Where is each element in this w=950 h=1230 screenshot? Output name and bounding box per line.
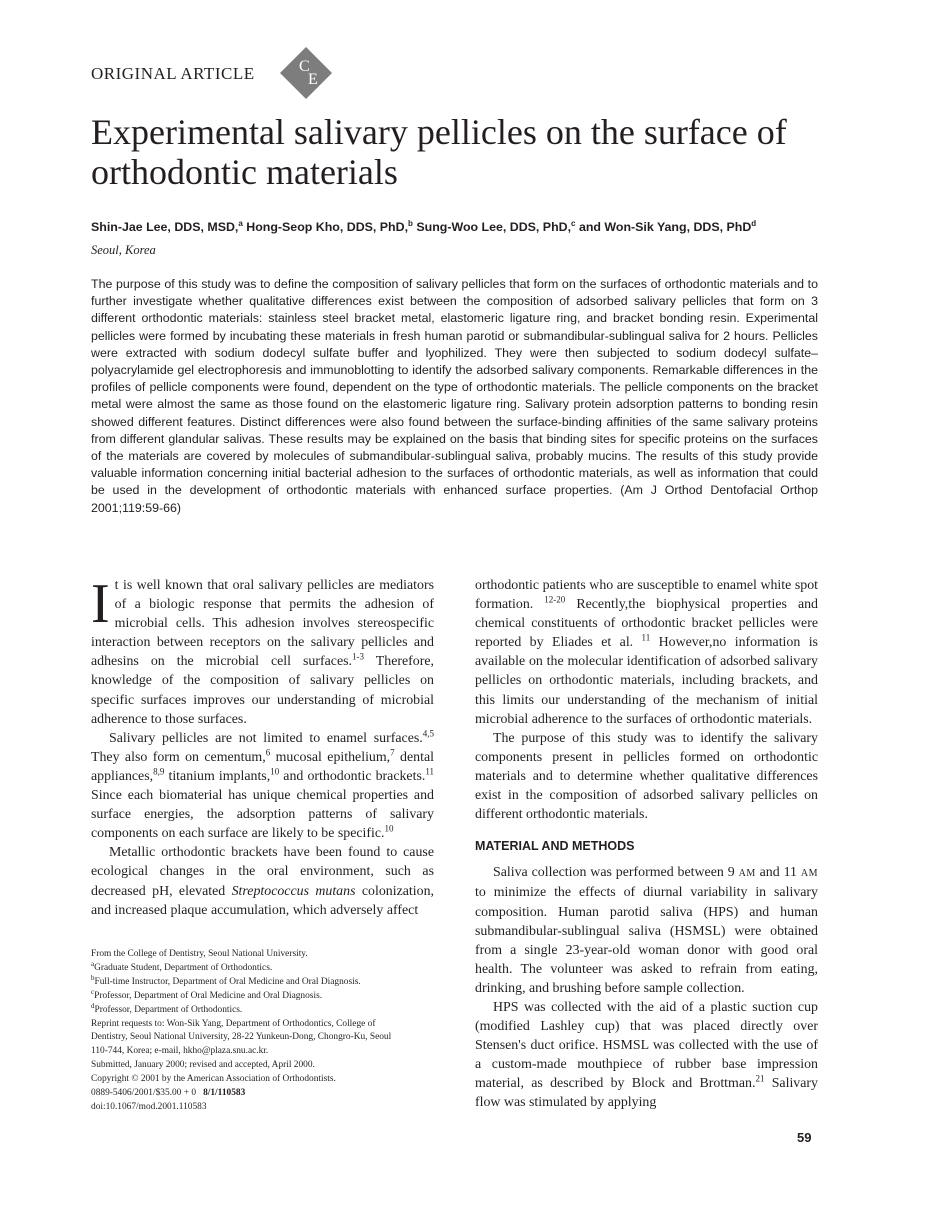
body-text: of [675, 711, 691, 727]
body-text: to [702, 578, 717, 593]
body-text: this [475, 692, 503, 708]
reprint-request: Dentistry, Seoul National University, 28-22 Yunkeun-Dong, Chongro-Ku, Seoul [91, 1032, 392, 1043]
section-heading: MATERIAL AND METHODS [475, 839, 635, 854]
submission-dates: Submitted, January 2000; revised and accepted, April 2000. [91, 1060, 315, 1071]
body-text: patients [542, 578, 590, 593]
citation: 1-3 [352, 651, 364, 662]
body-text: information [734, 635, 809, 651]
citation: 7 [390, 747, 395, 758]
author-list [91, 220, 851, 234]
body-text: Since each biomaterial has unique chemical properties and surface energies, the adsorption patterns of salivary components on each surface are likely to be specific. [91, 788, 434, 842]
body-text: orthodontic [690, 711, 758, 727]
body-text: spot [794, 578, 818, 593]
body-text: pellicles [475, 673, 529, 689]
body-text: our [541, 692, 568, 708]
footnote-text: Full-time Instructor, Department of Oral Medicine and Oral Diagnosis. [94, 976, 361, 987]
body-text: adsorbed [720, 654, 775, 670]
body-text: Therefore, knowledge of the composition of salivary pellicles on specific surfaces improves our understanding of microbial adherence to those surfaces. [91, 654, 434, 727]
body-paragraph [91, 573, 434, 729]
body-text: salivary [774, 654, 818, 670]
article-code: 8/1/110583 [203, 1088, 246, 1099]
body-text: al. [619, 635, 642, 651]
body-text: Saliva collection was performed between 9 [493, 865, 739, 881]
body-text: orthodontic [475, 578, 543, 593]
article-type-label: ORIGINAL ARTICLE [91, 64, 255, 83]
footnote-c [91, 987, 436, 1004]
footnote-b [91, 973, 436, 990]
body-text: understanding [567, 692, 654, 708]
body-text: the [605, 711, 627, 727]
copyright: Copyright © 2001 by the American Association of Orthodontists. [91, 1074, 336, 1085]
issn [91, 1087, 436, 1101]
body-column-left [91, 573, 435, 920]
body-text: pellicles [738, 616, 791, 632]
body-text: including [681, 673, 742, 689]
body-text: Recently, [565, 597, 629, 613]
body-text: who [589, 578, 617, 593]
citation: 6 [265, 747, 271, 758]
footnote-mark: c [91, 987, 95, 996]
drop-cap: I [91, 573, 110, 635]
author-name: and Won-Sik Yang, DDS, PhD [578, 220, 752, 234]
badge-bottom-letter: E [308, 71, 318, 88]
citation: 10 [384, 823, 394, 834]
body-text: biophysical [656, 597, 732, 613]
body-text: limits [502, 692, 542, 708]
body-text: Metallic orthodontic brackets have been found to cause ecological changes in the oral environment, such as decreased pH, elevated [91, 845, 434, 899]
footnote-mark: b [91, 973, 95, 982]
article-title: Experimental salivary pellicles on the surface of orthodontic materials [91, 112, 787, 192]
footnote-d [91, 1001, 436, 1018]
page-number: 59 [797, 1130, 812, 1145]
body-text: is [808, 635, 818, 651]
body-text: and [797, 673, 818, 689]
body-column-right [475, 576, 818, 1113]
author-affiliation-mark: b [408, 218, 413, 228]
body-text: to minimize the effects of diurnal variability in salivary composition. Human parotid saliva (HPS) and human submandibular-sublingual saliva (HSMSL) were obtained from a single 23-year-old woman donor with good oral health. The volunteer was asked to refrain from eating, drinking, and brushing before sample collection. [475, 885, 818, 996]
body-paragraph [91, 729, 434, 844]
author-affiliation-mark: d [751, 218, 757, 228]
body-text: the [628, 597, 657, 613]
body-text: formation. [475, 597, 545, 613]
body-text: on [528, 673, 550, 689]
body-text: white [760, 578, 795, 593]
body-text: of [704, 654, 721, 670]
species-name: Streptococcus mutans [231, 883, 356, 899]
citation: 21 [755, 1073, 765, 1084]
body-text: identification [626, 654, 705, 670]
citation: 11 [425, 766, 435, 777]
citation: 12-20 [544, 594, 566, 605]
body-paragraph: The purpose of this study was to identify the salivary components present in pellicles formed on orthodontic materials and to determine whether qualitative differences exist in the composition of adsorbed salivary pellicles on different orthodontic materials. [475, 730, 818, 823]
body-text: and 11 [755, 865, 801, 881]
body-text: surfaces [626, 711, 676, 727]
body-text: et [601, 635, 620, 651]
body-text: by [529, 635, 552, 651]
body-text: chemical [475, 616, 532, 632]
body-text: and orthodontic brackets. [279, 768, 426, 784]
author-affiliation-mark: a [238, 218, 243, 228]
body-text: titanium implants, [164, 768, 271, 784]
abstract: The purpose of this study was to define the composition of salivary pellicles that form on the surfaces of orthodontic materials and to further investigate whether qualitative differences exist between the composition of adsorbed salivary pellicles that form on 3 different orthodontic materials: stainless steel bracket metal, elastomeric ligature ring, and bracket bonding resin. Experimental pellicles were formed by incubating these materials in fresh human parotid or submandibular-sublingual saliva for 2 hours. Pellicles were extracted with sodium dodecyl sulfate buffer and lyophilized. They were then subjected to sodium dodecyl sulfate–polyacrylamide gel electrophoresis and immunoblotting to identify the adsorbed salivary components. Remarkable differences in the profiles of pellicle components were found, dependent on the type of orthodontic materials. The pellicle components on the bracket metal were almost the same as those found on the elastomeric ligature ring. Salivary protein adsorption patterns to bonding resin showed different features. Distinct differences were also found between the surface-binding affinities of the same salivary proteins from different glandular salivas. These results may be explained on the basis that binding sites for specific proteins on the surfaces of the materials are covered by molecules of submandibular-sublingual saliva, probably mucins. The results of this study provide valuable information concerning initial bacterial adhesion to the surfaces of orthodontic materials, as well as information that could be used in the development of orthodontic materials with enhanced surface properties. (Am J Orthod Dentofacial Orthop 2001;119:59-66) [91, 277, 818, 515]
body-text: constituents [531, 616, 604, 632]
time-marker: AM [738, 868, 756, 880]
body-text: adherence [531, 711, 592, 727]
author-name: Hong-Seop Kho, DDS, PhD, [246, 220, 409, 234]
footnote-text: Graduate Student, Department of Orthodontics. [94, 962, 273, 973]
body-text: bracket [691, 616, 739, 632]
body-text: t is well known that oral salivary pellicles are mediators of a biologic response that permits the adhesion of microbial cells. This adhesion involves stereospecific interaction between receptors on the salivary pellicles and adhesins on the microbial cell surfaces. [91, 578, 434, 670]
body-text: materials. [757, 711, 813, 727]
body-text: were [791, 616, 818, 632]
body-text: susceptible [637, 578, 703, 593]
body-text: orthodontic [621, 616, 692, 632]
body-text: However, [650, 635, 713, 651]
body-text: Eliades [551, 635, 602, 651]
author-affiliation-mark: c [571, 218, 576, 228]
footnote-affiliation: From the College of Dentistry, Seoul National University. [91, 949, 308, 959]
author-location: Seoul, Korea [91, 243, 156, 257]
body-text: and [797, 597, 818, 613]
body-text: are [616, 578, 638, 593]
issn-text: 0889-5406/2001/$35.00 + 0 [91, 1088, 197, 1099]
body-text: dental appliances, [91, 749, 434, 784]
ce-badge-icon [279, 46, 333, 100]
body-text: colonization, and increased plaque accumulation, which adversely affect [91, 883, 434, 918]
time-marker: AM [800, 868, 818, 880]
doi: doi:10.1067/mod.2001.110583 [91, 1101, 207, 1112]
body-paragraph [475, 998, 818, 1113]
body-text: of [653, 692, 672, 708]
body-text: on [528, 654, 547, 670]
body-text: brackets, [741, 673, 798, 689]
footnote-text: Professor, Department of Oral Medicine and Oral Diagnosis. [94, 990, 323, 1001]
body-text: the [671, 692, 697, 708]
body-text: properties [731, 597, 798, 613]
body-paragraph [475, 863, 818, 998]
reprint-request: Reprint requests to: Won-Sik Yang, Department of Orthodontics, College of [91, 1018, 376, 1029]
body-text: reported [475, 635, 530, 651]
body-text: orthodontic [549, 673, 621, 689]
body-text: HPS was collected with the aid of a plastic suction cup (modified Lashley cup) that was placed directly over Stensen's duct orifice. HSMSL was collected with the use of a custom-made mouthpiece of rubber base impression material, as described by Block and Brottman. [475, 999, 818, 1092]
citation: 8,9 [153, 766, 165, 777]
body-text: Salivary flow was stimulated by applying [475, 1076, 818, 1111]
footnote-mark: a [91, 959, 95, 968]
body-text: mucosal epithelium, [270, 749, 391, 765]
body-text: no [712, 635, 735, 651]
footnote-text: Professor, Department of Orthodontics. [94, 1004, 243, 1015]
body-text: to [591, 711, 606, 727]
body-paragraph [91, 843, 434, 919]
citation: 4,5 [422, 728, 434, 739]
footnote-mark: d [91, 1001, 95, 1010]
body-text: initial [785, 692, 819, 708]
footnote-a [91, 959, 436, 976]
reprint-request: 110-744, Korea; e-mail, hkho@plaza.snu.ac.kr. [91, 1046, 269, 1057]
body-text: They also form on cementum, [91, 749, 266, 765]
body-text: the [546, 654, 568, 670]
body-text: of [766, 692, 786, 708]
author-name: Sung-Woo Lee, DDS, PhD, [416, 220, 572, 234]
body-text: materials, [620, 673, 682, 689]
body-text: Salivary pellicles are not limited to enamel surfaces. [109, 730, 423, 746]
body-text: microbial [475, 711, 532, 727]
body-paragraph [475, 576, 818, 729]
footnotes [91, 948, 436, 1115]
body-text: available [475, 654, 529, 670]
citation: 11 [641, 632, 651, 643]
badge-top-letter: C [299, 58, 310, 75]
body-text: molecular [567, 654, 627, 670]
body-text: of [603, 616, 622, 632]
author-name: Shin-Jae Lee, DDS, MSD, [91, 220, 239, 234]
body-text: mechanism [696, 692, 767, 708]
citation: 10 [270, 766, 280, 777]
body-text: enamel [716, 578, 761, 593]
